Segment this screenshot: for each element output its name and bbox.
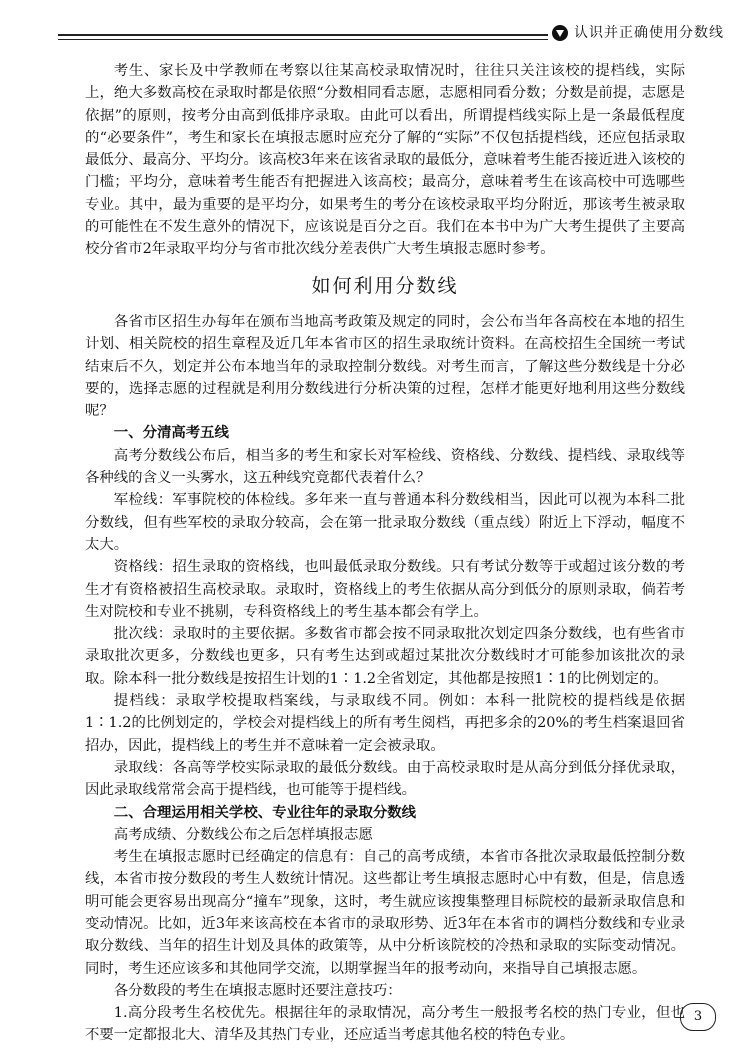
header-triangle-icon bbox=[552, 25, 568, 41]
batch-line-paragraph: 批次线：录取时的主要依据。多数省市都会按不同录取批次划定四条分数线，也有些省市录取批次更多，分数线也更多，只有考生达到或超过某批次分数线时才可能参加该批次的录取。除本科一批分数线是按招生计划的1∶1.2全省划定，其他都是按照1∶1的比例划定的。 bbox=[85, 626, 685, 687]
part2-tip-1: 1.高分段考生名校优先。根据往年的录取情况，高分考生一般报考名校的热门专业，但也不要一定都报北大、清华及其热门专业，还应适当考虑其他名校的特色专业。 bbox=[85, 1005, 685, 1044]
part2-paragraph-2: 各分数段的考生在填报志愿时还要注意技巧： bbox=[113, 982, 402, 999]
page-number: 3 bbox=[680, 1003, 716, 1031]
page-body bbox=[85, 60, 685, 1047]
intro-paragraph: 考生、家长及中学教师在考察以往某高校录取情况时，往往只关注该校的提档线，实际上，绝大多数高校在录取时都是依照“分数相同看志愿，志愿相同看分数；分数是前提，志愿是依据”的原则，按考分由高到低排序录取。由此可以看出，所谓提档线实际上是一条最低程度的“必要条件”，考生和家长在填报志愿时应充分了解的“实际”不仅包括提档线，还应包括录取最低分、最高分、平均分。该高校3年来在该省录取的最低分，意味着考生能否接近进入该校的门槛；平均分，意味着考生能否有把握进入该高校；最高分，意味着考生在该高校中可选哪些专业。其中，最为重要的是平均分，如果考生的考分在该校录取平均分附近，那该考生被录取的可能性在不发生意外的情况下，应该说是百分之百。我们在本书中为广大考生提供了主要高校分省市2年录取平均分与省市批次线分差表供广大考生填报志愿时参考。 bbox=[85, 63, 685, 258]
admission-line-paragraph: 录取线：各高等学校实际录取的最低分数线。由于高校录取时是从高分到低分择优录取，因此录取线常常会高于提档线，也可能等于提档线。 bbox=[85, 759, 685, 799]
part1-intro: 高考分数线公布后，相当多的考生和家长对军检线、资格线、分数线、提档线、录取线等各种线的含义一头雾水，这五种线究竟都代表着什么？ bbox=[85, 447, 685, 487]
running-header: 认识并正确使用分数线 bbox=[574, 25, 724, 41]
qualification-line-paragraph: 资格线：招生录取的资格线，也叫最低录取分数线。只有考试分数等于或超过该分数的考生才有资格被招生高校录取。录取时，资格线上的考生依据从高分到低分的原则录取，倘若考生对院校和专业不挑剔，专科资格线上的考生基本都会有学上。 bbox=[85, 559, 685, 620]
part2-paragraph-1: 考生在填报志愿时已经确定的信息有：自己的高考成绩，本省市各批次录取最低控制分数线，本省市按分数段的考生人数统计情况。这些都让考生填报志愿时心中有数，但是，信息透明可能会更容易出现高分“撞车”现象，这时，考生就应该搜集整理目标院校的最新录取信息和变动情况。比如，近3年来该高校在本省市的录取形势、近3年在本省市的调档分数线和专业录取分数线、当年的招生计划及具体的政策等，从中分析该院校的冷热和录取的实际变动情况。同时，考生还应该多和其他同学交流，以期掌握当年的报考动向，来指导自己填报志愿。 bbox=[85, 849, 685, 977]
section-intro-paragraph: 各省市区招生办每年在颁布当地高考政策及规定的同时，会公布当年各高校在本地的招生计划、相关院校的招生章程及近几年本省市区的招生录取统计资料。在高校招生全国统一考试结束后不久，划定并公布本地当年的录取控制分数线。对考生而言，了解这些分数线是十分必要的，选择志愿的过程就是利用分数线进行分析决策的过程，怎样才能更好地利用这些分数线呢？ bbox=[85, 313, 685, 420]
header-rule bbox=[58, 34, 548, 40]
part2-heading: 二、合理运用相关学校、专业往年的录取分数线 bbox=[113, 804, 417, 821]
part2-subheading: 高考成绩、分数线公布之后怎样填报志愿 bbox=[113, 826, 373, 843]
part1-heading: 一、分清高考五线 bbox=[113, 425, 229, 442]
military-line-paragraph: 军检线：军事院校的体检线。多年来一直与普通本科分数线相当，因此可以视为本科二批分数线，但有些军校的录取分较高，会在第一批录取分数线（重点线）附近上下浮动，幅度不太大。 bbox=[85, 492, 685, 553]
section-title: 如何利用分数线 bbox=[311, 274, 459, 297]
filing-line-paragraph: 提档线：录取学校提取档案线，与录取线不同。例如：本科一批院校的提档线是依据1∶1.2的比例划定的，学校会对提档线上的所有考生阅档，再把多余的20%的考生档案退回省招办，因此，提档线上的考生并不意味着一定会被录取。 bbox=[85, 693, 685, 754]
